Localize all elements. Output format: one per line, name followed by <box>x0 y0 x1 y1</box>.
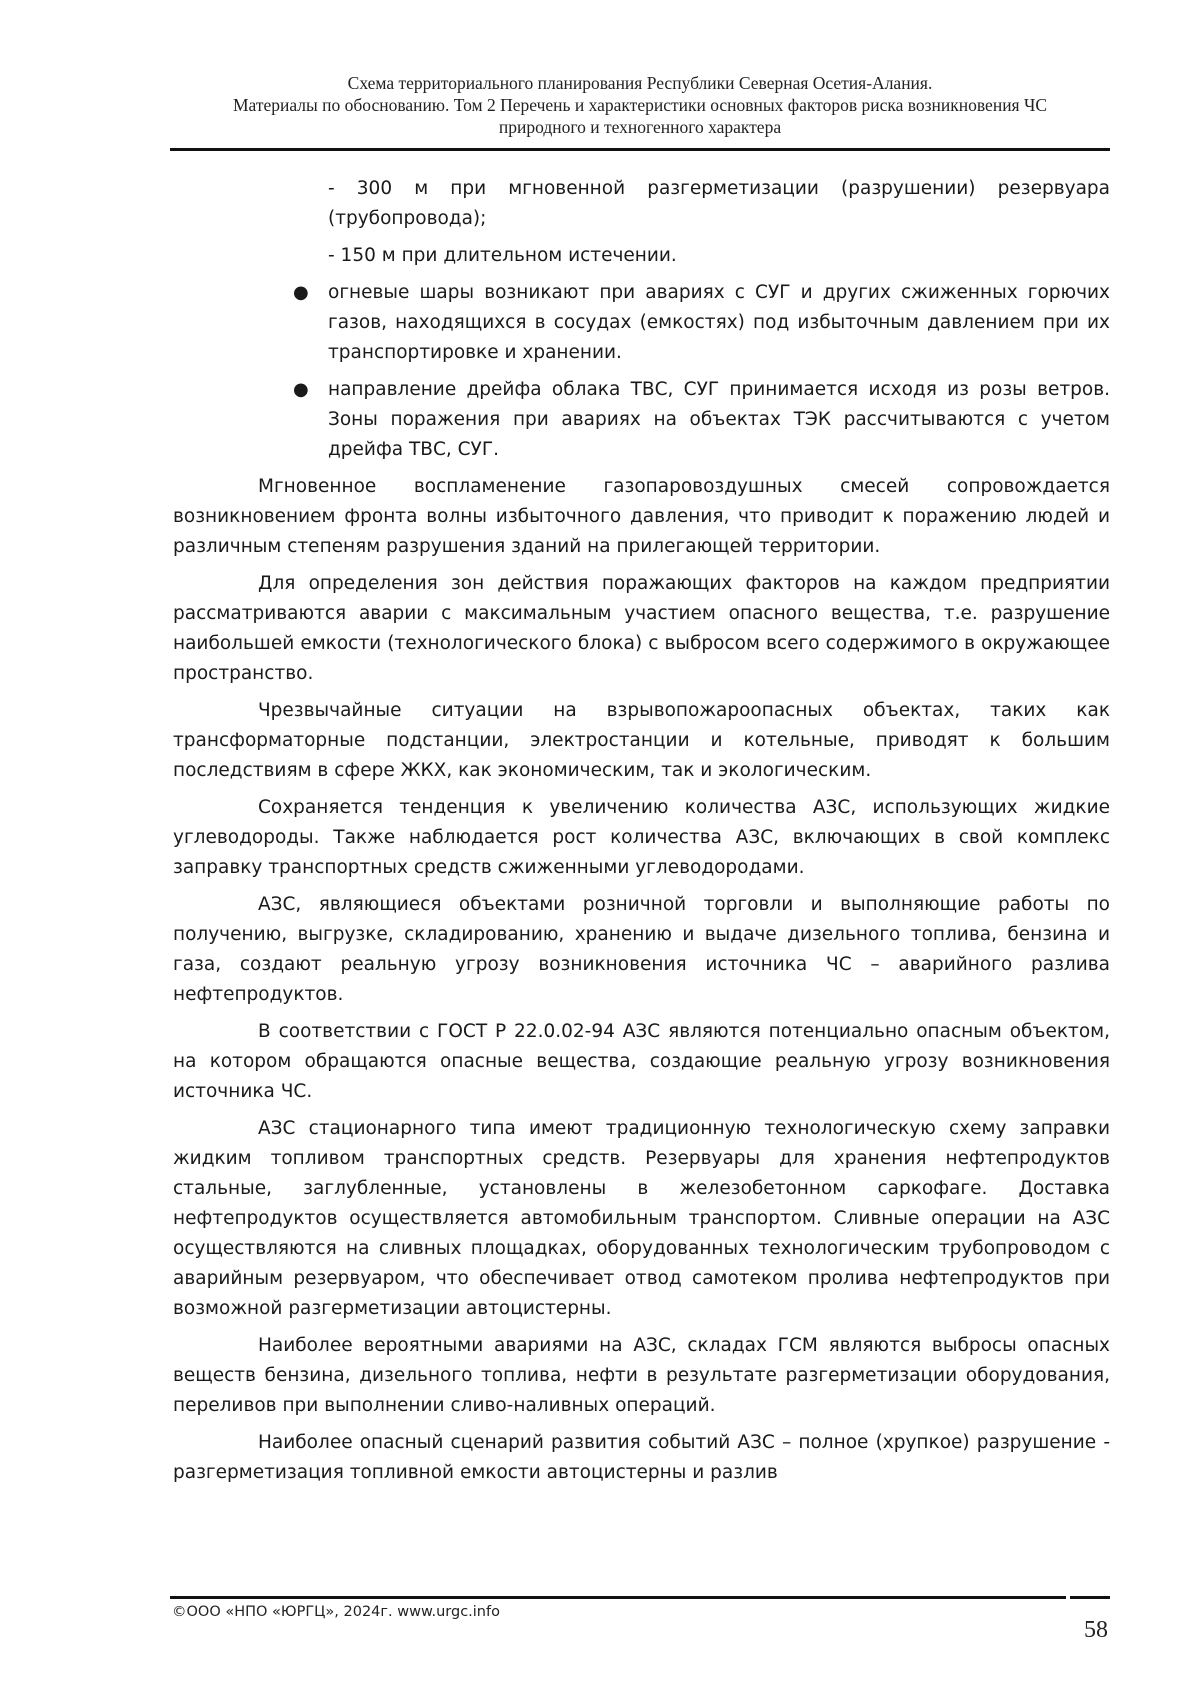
paragraph-accidents: Наиболее вероятными авариями на АЗС, складах ГСМ являются выбросы опасных веществ бензина, дизельного топлива, нефти в результате разгерметизации оборудования, переливов при выполнении сливо-наливных операций. <box>173 1335 1110 1416</box>
footer-copyright: ©ООО «НПО «ЮРГЦ», 2024г. www.urgc.info <box>172 1604 500 1620</box>
dash-item-300m: - 300 м при мгновенной разгерметизации (разрушении) резервуара (трубопровода); <box>328 178 1110 229</box>
bullet-text: направление дрейфа облака ТВС, СУГ принимается исходя из розы ветров. Зоны поражения при авариях на объектах ТЭК рассчитываются с учетом дрейфа ТВС, СУГ. <box>328 379 1110 460</box>
bullet-icon: ● <box>293 379 309 400</box>
paragraph-stationary: АЗС стационарного типа имеют традиционную технологическую схему заправки жидким топливом транспортных средств. Резервуары для хранения нефтепродуктов стальные, заглубленные, установлены в железобетонном саркофаге. Доставка нефтепродуктов осуществляется автомобильным транспортом. Сливные операции на АЗС осуществляются на сливных площадках, оборудованных технологическим трубопроводом с аварийным резервуаром, что обеспечивает отвод самотеком пролива нефтепродуктов при возможной разгерметизации автоцистерны. <box>173 1118 1110 1319</box>
paragraph-trend: Сохраняется тенденция к увеличению количества АЗС, использующих жидкие углеводороды. Также наблюдается рост количества АЗС, включающих в свой комплекс заправку транспортных средств сжиженными углеводородами. <box>173 797 1110 878</box>
header-divider <box>170 148 1110 151</box>
paragraph-gas-stations: АЗС, являющиеся объектами розничной торговли и выполняющие работы по получению, выгрузке, складированию, хранению и выдаче дизельного топлива, бензина и газа, создают реальную угрозу возникновения источника ЧС – аварийного разлива нефтепродуктов. <box>173 894 1110 1005</box>
bullet-text: огневые шары возникают при авариях с СУГ и других сжиженных горючих газов, находящихся в сосудах (емкостях) под избыточным давлением при их транспортировке и хранении. <box>328 282 1110 363</box>
paragraph-scenario: Наиболее опасный сценарий развития событий АЗС – полное (хрупкое) разрушение - разгерметизация топливной емкости автоцистерны и разлив <box>173 1432 1110 1483</box>
paragraph-gost: В соответствии с ГОСТ Р 22.0.02-94 АЗС являются потенциально опасным объектом, на котором обращаются опасные вещества, создающие реальную угрозу возникновения источника ЧС. <box>173 1021 1110 1102</box>
bullet-item-fireballs <box>293 278 1110 368</box>
footer-divider <box>170 1596 1110 1599</box>
header-line-2: Материалы по обоснованию. Том 2 Перечень и характеристики основных факторов риска возникновения ЧС <box>232 95 1048 115</box>
bullet-icon: ● <box>293 282 309 303</box>
page-number: 58 <box>1084 1617 1108 1643</box>
paragraph-zones: Для определения зон действия поражающих факторов на каждом предприятии рассматриваются аварии с максимальным участием опасного вещества, т.е. разрушение наибольшей емкости (технологического блока) с выбросом всего содержимого в окружающее пространство. <box>173 573 1110 684</box>
page-header <box>170 72 1110 138</box>
dash-item-150m: - 150 м при длительном истечении. <box>328 245 677 266</box>
paragraph-emergencies: Чрезвычайные ситуации на взрывопожароопасных объектах, таких как трансформаторные подстанции, электростанции и котельные, приводят к большим последствиям в сфере ЖКХ, как экономическим, так и экологическим. <box>173 700 1110 781</box>
bullet-item-drift <box>293 375 1110 465</box>
header-line-1: Схема территориального планирования Республики Северная Осетия-Алания. <box>347 73 933 93</box>
header-line-3: природного и техногенного характера <box>498 117 782 137</box>
document-body <box>173 174 1110 1488</box>
paragraph-ignition: Мгновенное воспламенение газопаровоздушных смесей сопровождается возникновением фронта волны избыточного давления, что приводит к поражению людей и различным степеням разрушения зданий на прилегающей территории. <box>173 476 1110 557</box>
